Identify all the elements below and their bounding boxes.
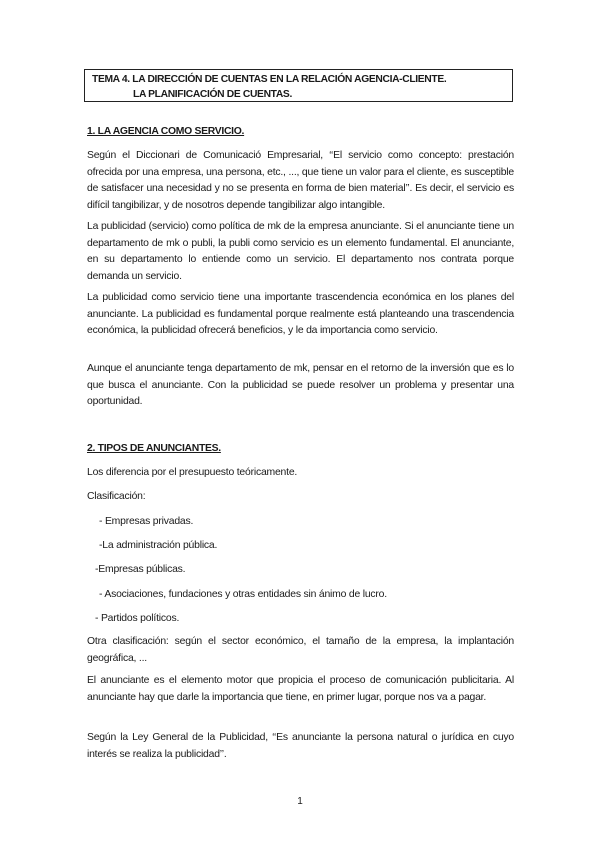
section-2-heading: 2. TIPOS DE ANUNCIANTES. (87, 443, 221, 454)
section-1-paragraph-3: La publicidad como servicio tiene una importante trascendencia económica en los planes del anunciante. La publicidad es fundamental porque realmente está planteando una trascendencia económica, la publicidad ofrecerá beneficios, y le da importancia como servicio. (87, 292, 514, 336)
section-1-paragraph-4: Aunque el anunciante tenga departamento de mk, pensar en el retorno de la inversión que es lo que busca el anunciante. Con la publicidad se puede resolver un problema y presentar una oportunidad. (87, 363, 514, 407)
classification-label: Clasificación: (87, 491, 146, 502)
section-2-paragraph-1: Otra clasificación: según el sector económico, el tamaño de la empresa, la implantación geográfica, ... (87, 636, 514, 664)
list-item: - Asociaciones, fundaciones y otras entidades sin ánimo de lucro. (99, 589, 387, 600)
title-line-2: LA PLANIFICACIÓN DE CUENTAS. (133, 89, 292, 100)
section-1-heading: 1. LA AGENCIA COMO SERVICIO. (87, 126, 245, 137)
list-item: -La administración pública. (99, 540, 218, 551)
section-2-paragraph-2: El anunciante es el elemento motor que propicia el proceso de comunicación publicitaria. Al anunciante hay que darle la importancia que tiene, en primer lugar, porque nos va a pagar. (87, 675, 514, 703)
list-item: - Partidos políticos. (95, 613, 180, 624)
section-1-paragraph-1: Según el Diccionari de Comunicació Empresarial, ‘‘El servicio como concepto: prestación ofrecida por una empresa, una persona, etc., ..., que tiene un valor para el cliente, es susceptible de satisfacer una necesidad y no se presenta en forma de bien material’’. Es decir, el servicio es difícil tangibilizar, y de nosotros depende tangibilizar algo intangible. (87, 150, 514, 211)
page-number: 1 (297, 796, 303, 807)
section-2-intro: Los diferencia por el presupuesto teóricamente. (87, 467, 298, 478)
title-box (84, 69, 513, 102)
title-line-1: TEMA 4. LA DIRECCIÓN DE CUENTAS EN LA RELACIÓN AGENCIA-CLIENTE. (92, 74, 447, 85)
section-1-paragraph-2: La publicidad (servicio) como política de mk de la empresa anunciante. Si el anunciante tiene un departamento de mk o publi, la publi como servicio es un elemento fundamental. El anunciante, en su departamento lo entiende como un servicio. El departamento nos contrata porque demanda un servicio. (87, 221, 514, 282)
list-item: -Empresas públicas. (95, 564, 186, 575)
section-2-paragraph-3: Según la Ley General de la Publicidad, ‘‘Es anunciante la persona natural o jurídica en cuyo interés se realiza la publicidad’’. (87, 732, 514, 760)
list-item: - Empresas privadas. (99, 516, 194, 527)
